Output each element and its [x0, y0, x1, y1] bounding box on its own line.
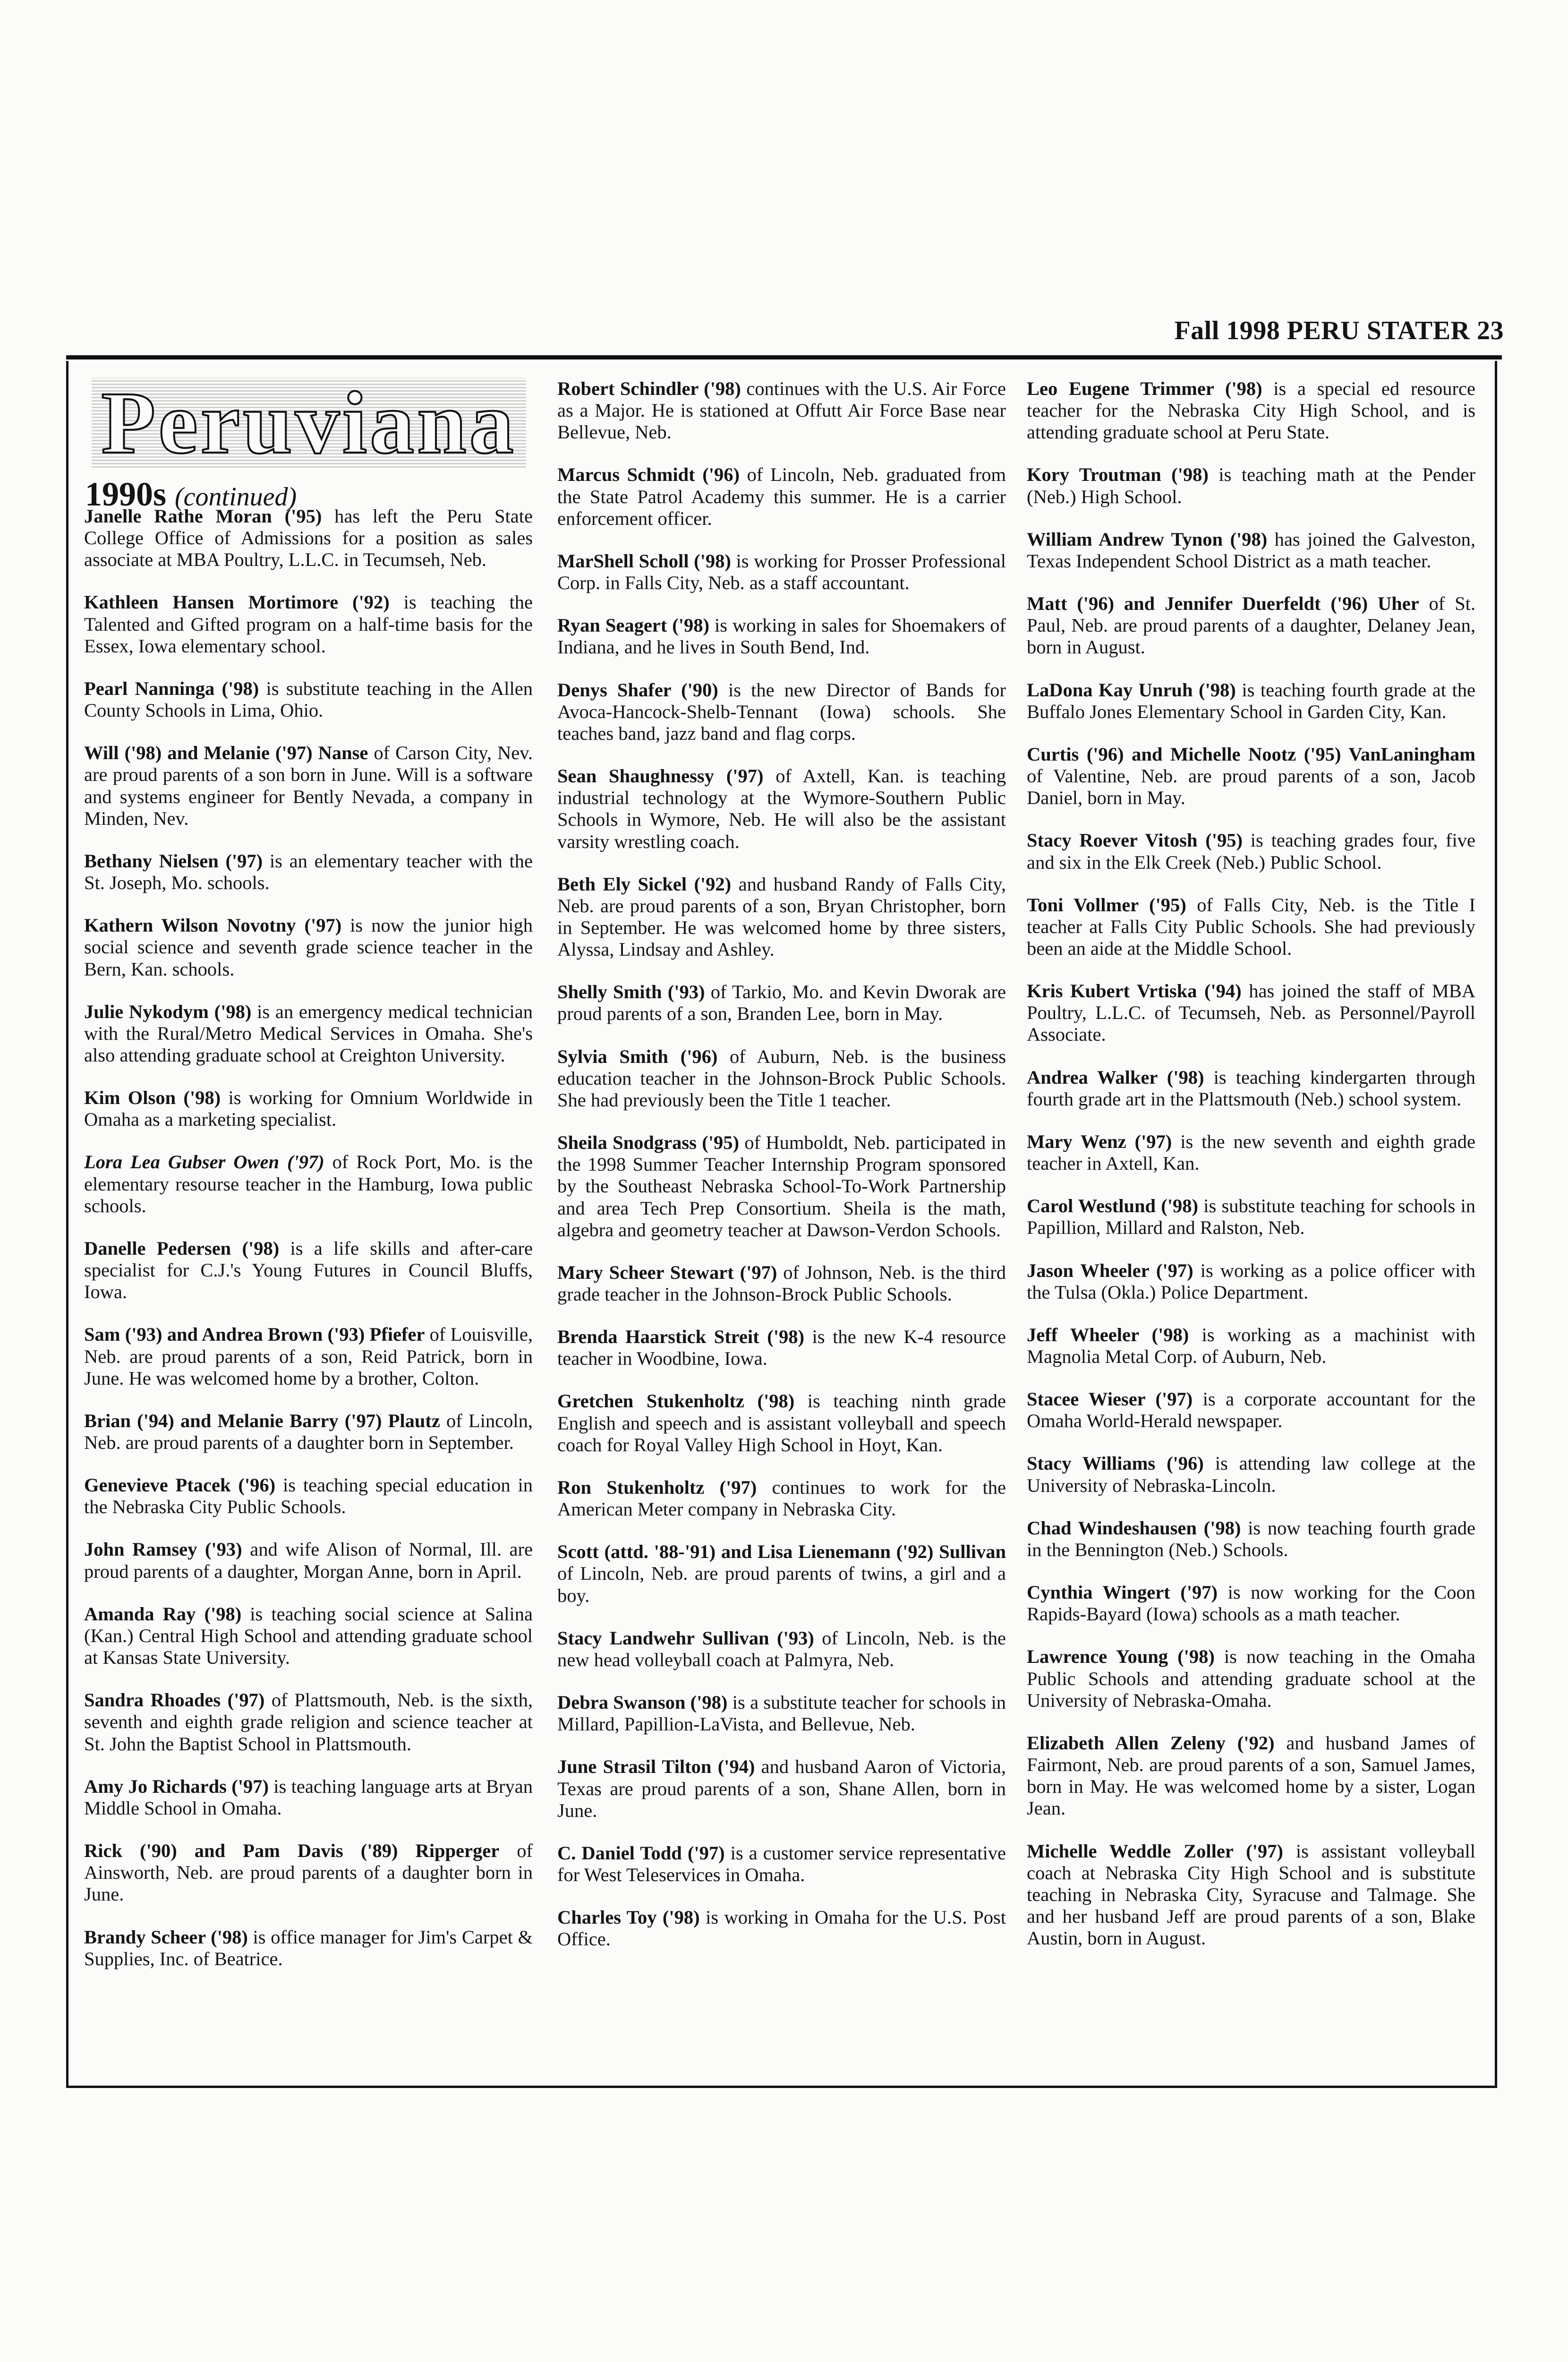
alumni-text: is teaching fourth grade at the Buffalo Jones Elementary School in Garden City, Kan.: [1027, 679, 1475, 722]
alumni-name: Ryan Seagert ('98): [557, 615, 709, 636]
alumni-name: Chad Windeshausen ('98): [1027, 1517, 1241, 1539]
alumni-text: is teaching social science at Salina (Kan.) Central High School and attending graduate school at Kansas State University.: [84, 1603, 533, 1669]
alumni-name: Sheila Snodgrass ('95): [557, 1132, 739, 1154]
alumni-entry: [1027, 980, 1475, 1045]
alumni-entry: [84, 1603, 533, 1669]
alumni-name: Bethany Nielsen ('97): [84, 850, 263, 872]
alumni-text: is a substitute teacher for schools in Millard, Papillion-LaVista, and Bellevue, Neb.: [557, 1692, 1006, 1735]
alumni-entry: [84, 742, 533, 830]
alumni-name: Andrea Walker ('98): [1027, 1066, 1204, 1088]
alumni-text: is office manager for Jim's Carpet & Supplies, Inc. of Beatrice.: [84, 1926, 533, 1969]
alumni-entry: [84, 1087, 533, 1130]
alumni-entry: [557, 1326, 1006, 1369]
alumni-name: Genevieve Ptacek ('96): [84, 1474, 276, 1496]
alumni-name: LaDona Kay Unruh ('98): [1027, 679, 1236, 701]
alumni-text: continues with the U.S. Air Force as a Major. He is stationed at Offutt Air Force Base near Bellevue, Neb.: [557, 378, 1006, 443]
section-decade: 1990s: [85, 475, 167, 513]
alumni-entry: [557, 765, 1006, 853]
alumni-entry: [557, 1756, 1006, 1821]
alumni-entry: [1027, 1260, 1475, 1303]
alumni-entry: [557, 550, 1006, 594]
alumni-text: has joined the staff of MBA Poultry, L.L.C. of Tecumseh, Neb. as Personnel/Payroll Associate.: [1027, 980, 1476, 1045]
alumni-entry: [557, 1390, 1006, 1455]
alumni-name: Stacy Landwehr Sullivan ('93): [557, 1627, 814, 1649]
alumni-name: Brandy Scheer ('98): [84, 1926, 248, 1948]
page-header: Fall 1998 PERU STATER 23: [1174, 316, 1504, 345]
alumni-entry: [557, 679, 1006, 745]
alumni-entry: [557, 378, 1006, 443]
alumni-text: is working for Prosser Professional Corp. in Falls City, Neb. as a staff accountant.: [557, 550, 1006, 594]
alumni-name: Jeff Wheeler ('98): [1027, 1324, 1189, 1345]
alumni-name: Ron Stukenholtz ('97): [557, 1476, 757, 1498]
alumni-text: of Lincoln, Neb. are proud parents of twins, a girl and a boy.: [557, 1563, 1006, 1606]
alumni-text: is teaching math at the Pender (Neb.) High School.: [1027, 464, 1475, 507]
alumni-text: is an emergency medical technician with the Rural/Metro Medical Services in Omaha. She's also attending graduate school at Creighton University.: [84, 1001, 533, 1066]
alumni-text: of Lincoln, Neb. is the new head volleyball coach at Palmyra, Neb.: [557, 1627, 1006, 1670]
alumni-entry: [557, 981, 1006, 1025]
alumni-text: is teaching language arts at Bryan Middle School in Omaha.: [84, 1775, 533, 1819]
alumni-entry: [84, 1840, 533, 1905]
alumni-name: Sylvia Smith ('96): [557, 1045, 718, 1067]
alumni-name: Marcus Schmidt ('96): [557, 464, 740, 486]
alumni-name: Elizabeth Allen Zeleny ('92): [1027, 1732, 1275, 1754]
alumni-name: Stacee Wieser ('97): [1027, 1388, 1193, 1410]
alumni-entry: [1027, 529, 1475, 572]
alumni-entry: [84, 915, 533, 980]
masthead: [92, 373, 526, 472]
alumni-text: is now teaching in the Omaha Public Schools and attending graduate school at the University of Nebraska-Omaha.: [1027, 1646, 1475, 1711]
alumni-name: Will ('98) and Melanie ('97) Nanse: [84, 742, 368, 764]
alumni-entry: [84, 1324, 533, 1389]
alumni-name: Sean Shaughnessy ('97): [557, 765, 764, 787]
alumni-name: Kathern Wilson Novotny ('97): [84, 915, 342, 936]
column-1: [84, 505, 533, 1991]
alumni-entry: [1027, 1840, 1475, 1950]
alumni-name: Stacy Roever Vitosh ('95): [1027, 830, 1243, 851]
alumni-text: is attending law college at the University of Nebraska-Lincoln.: [1027, 1453, 1475, 1496]
alumni-entry: [84, 1776, 533, 1819]
alumni-entry: [557, 1907, 1006, 1950]
alumni-text: is teaching ninth grade English and speech and is assistant volleyball and speech coach for Royal Valley High School in Hoyt, Kan.: [557, 1390, 1006, 1455]
alumni-name: Kim Olson ('98): [84, 1087, 221, 1109]
alumni-text: of Carson City, Nev. are proud parents of a son born in June. Will is a software and systems engineer for Bently Nevada, a company in Minden, Nev.: [84, 742, 533, 829]
alumni-name: Sam ('93) and Andrea Brown ('93) Pfiefer: [84, 1324, 425, 1345]
alumni-text: and husband Aaron of Victoria, Texas are proud parents of a son, Shane Allen, born in June.: [557, 1756, 1006, 1821]
alumni-text: of Lincoln, Neb. are proud parents of a daughter born in September.: [84, 1410, 533, 1453]
alumni-name: John Ramsey ('93): [84, 1539, 242, 1560]
alumni-name: Kathleen Hansen Mortimore ('92): [84, 591, 390, 613]
alumni-name: Brian ('94) and Melanie Barry ('97) Plautz: [84, 1410, 440, 1431]
alumni-name: Curtis ('96) and Michelle Nootz ('95) VanLaningham: [1027, 743, 1475, 765]
section-continued: (continued): [175, 482, 297, 512]
alumni-text: is teaching grades four, five and six in the Elk Creek (Neb.) Public School.: [1027, 830, 1475, 873]
alumni-text: and husband Randy of Falls City, Neb. are proud parents of a son, Bryan Christopher, born in September. He was welcomed home by three sisters, Alyssa, Lindsay and Ashley.: [557, 873, 1006, 960]
alumni-entry: [1027, 1453, 1475, 1496]
alumni-text: has left the Peru State College Office of Admissions for a position as sales associate at MBA Poultry, L.L.C. in Tecumseh, Neb.: [84, 505, 533, 571]
alumni-text: is substitute teaching in the Allen County Schools in Lima, Ohio.: [84, 677, 533, 721]
alumni-name: Mary Scheer Stewart ('97): [557, 1261, 777, 1283]
alumni-text: is working in Omaha for the U.S. Post Office.: [557, 1907, 1006, 1950]
alumni-name: Leo Eugene Trimmer ('98): [1027, 378, 1262, 399]
alumni-entry: [1027, 1195, 1475, 1239]
alumni-name: Amy Jo Richards ('97): [84, 1775, 269, 1797]
alumni-entry: [84, 1474, 533, 1518]
alumni-text: of Valentine, Neb. are proud parents of a son, Jacob Daniel, born in May.: [1027, 765, 1475, 809]
alumni-text: of Louisville, Neb. are proud parents of a son, Reid Patrick, born in June. He was welcomed home by a brother, Colton.: [84, 1324, 533, 1389]
alumni-text: is a special ed resource teacher for the Nebraska City High School, and is attending graduate school at Peru State.: [1027, 378, 1475, 443]
alumni-entry: [557, 1262, 1006, 1305]
alumni-text: is working as a machinist with Magnolia Metal Corp. of Auburn, Neb.: [1027, 1324, 1475, 1367]
alumni-text: is a corporate accountant for the Omaha World-Herald newspaper.: [1027, 1388, 1475, 1432]
alumni-name: Mary Wenz ('97): [1027, 1130, 1172, 1152]
alumni-text: is working for Omnium Worldwide in Omaha as a marketing specialist.: [84, 1087, 533, 1130]
alumni-entry: [84, 1689, 533, 1754]
alumni-name: Amanda Ray ('98): [84, 1603, 242, 1625]
alumni-text: is working as a police officer with the Tulsa (Okla.) Police Department.: [1027, 1259, 1475, 1303]
alumni-entry: [1027, 1388, 1475, 1432]
alumni-name: Charles Toy ('98): [557, 1907, 700, 1928]
alumni-entry: [1027, 744, 1475, 809]
alumni-name: Brenda Haarstick Streit ('98): [557, 1326, 804, 1348]
alumni-entry: [1027, 593, 1475, 658]
alumni-entry: [84, 850, 533, 894]
alumni-entry: [557, 1541, 1006, 1606]
alumni-entry: [1027, 378, 1475, 443]
alumni-text: is the new Director of Bands for Avoca-Hancock-Shelb-Tennant (Iowa) schools. She teaches band, jazz band and flag corps.: [557, 679, 1006, 744]
alumni-text: is a life skills and after-care specialist for C.J.'s Young Futures in Council Bluffs, Iowa.: [84, 1237, 533, 1303]
alumni-text: of Plattsmouth, Neb. is the sixth, seventh and eighth grade religion and science teacher at St. John the Baptist School in Plattsmouth.: [84, 1689, 533, 1754]
alumni-entry: [1027, 1732, 1475, 1820]
alumni-name: William Andrew Tynon ('98): [1027, 528, 1268, 550]
alumni-text: and wife Alison of Normal, Ill. are proud parents of a daughter, Morgan Anne, born in April.: [84, 1539, 533, 1582]
alumni-name: MarShell Scholl ('98): [557, 550, 731, 572]
alumni-entry: [84, 1539, 533, 1582]
alumni-text: is teaching the Talented and Gifted program on a half-time basis for the Essex, Iowa elementary school.: [84, 591, 533, 657]
alumni-name: Janelle Rathe Moran ('95): [84, 505, 322, 527]
alumni-text: is working in sales for Shoemakers of Indiana, and he lives in South Bend, Ind.: [557, 615, 1006, 658]
alumni-text: is now teaching fourth grade in the Bennington (Neb.) Schools.: [1027, 1517, 1476, 1560]
alumni-entry: [84, 1001, 533, 1066]
alumni-text: continues to work for the American Meter company in Nebraska City.: [557, 1476, 1006, 1520]
alumni-entry: [84, 1238, 533, 1303]
alumni-name: Toni Vollmer ('95): [1027, 894, 1186, 916]
alumni-text: is the new K-4 resource teacher in Woodbine, Iowa.: [557, 1326, 1006, 1369]
alumni-text: of Auburn, Neb. is the business education teacher in the Johnson-Brock Public Schools. She had previously been the Title 1 teacher.: [557, 1045, 1006, 1111]
alumni-text: is the new seventh and eighth grade teacher in Axtell, Kan.: [1027, 1130, 1476, 1174]
alumni-name: Kory Troutman ('98): [1027, 464, 1209, 486]
alumni-text: is now the junior high social science and seventh grade science teacher in the Bern, Kan. schools.: [84, 915, 533, 980]
alumni-text: is substitute teaching for schools in Papillion, Millard and Ralston, Neb.: [1027, 1195, 1475, 1239]
alumni-name: Scott (attd. '88-'91) and Lisa Lienemann ('92) Sullivan: [557, 1541, 1006, 1563]
alumni-name: Shelly Smith ('93): [557, 981, 705, 1003]
alumni-name: Beth Ely Sickel ('92): [557, 873, 732, 895]
alumni-entry: [1027, 1582, 1475, 1625]
header-rule: [66, 355, 1502, 359]
alumni-entry: [557, 464, 1006, 529]
alumni-text: of Ainsworth, Neb. are proud parents of a daughter born in June.: [84, 1840, 533, 1905]
alumni-name: Gretchen Stukenholtz ('98): [557, 1390, 795, 1412]
alumni-entry: [1027, 1324, 1475, 1368]
alumni-name: Rick ('90) and Pam Davis ('89) Ripperger: [84, 1840, 500, 1862]
alumni-entry: [84, 1410, 533, 1454]
alumni-name: Debra Swanson ('98): [557, 1692, 728, 1713]
alumni-text: is now working for the Coon Rapids-Bayard (Iowa) schools as a math teacher.: [1027, 1582, 1476, 1625]
alumni-entry: [84, 678, 533, 721]
alumni-name: Jason Wheeler ('97): [1027, 1259, 1193, 1281]
alumni-name: [84, 1151, 324, 1172]
alumni-entry: [1027, 894, 1475, 959]
alumni-name: Danelle Pedersen ('98): [84, 1237, 280, 1259]
alumni-name: Robert Schindler ('98): [557, 378, 741, 399]
alumni-name: Cynthia Wingert ('97): [1027, 1582, 1218, 1603]
alumni-entry: [557, 1627, 1006, 1671]
alumni-text: of Axtell, Kan. is teaching industrial technology at the Wymore-Southern Public Schools in Wymore, Neb. He will also be the assistant varsity wrestling coach.: [557, 765, 1006, 852]
alumni-name: Lawrence Young ('98): [1027, 1646, 1215, 1668]
alumni-entry: [1027, 679, 1475, 723]
alumni-name: Matt ('96) and Jennifer Duerfeldt ('96) Uher: [1027, 593, 1419, 615]
alumni-entry: [84, 1926, 533, 1970]
alumni-text: is assistant volleyball coach at Nebraska City High School and is substitute teaching in Nebraska City, Syracuse and Talmage. She and her husband Jeff are proud parents of a son, Blake Austin, born in August.: [1027, 1840, 1475, 1949]
alumni-name-italic: Lora Lea Gubser Owen ('97): [84, 1151, 324, 1173]
alumni-entry: [557, 1477, 1006, 1520]
alumni-entry: [1027, 1131, 1475, 1174]
alumni-text: of Tarkio, Mo. and Kevin Dworak are proud parents of a son, Branden Lee, born in May.: [557, 981, 1006, 1025]
masthead-title: Peruviana: [101, 373, 517, 472]
alumni-name: Sandra Rhoades ('97): [84, 1689, 265, 1711]
alumni-text: has joined the Galveston, Texas Independent School District as a math teacher.: [1027, 528, 1475, 572]
alumni-entry: [1027, 830, 1475, 873]
column-2: [557, 378, 1006, 1971]
alumni-entry: [84, 505, 533, 571]
alumni-entry: [557, 873, 1006, 961]
alumni-entry: [1027, 1517, 1475, 1561]
alumni-name: C. Daniel Todd ('97): [557, 1842, 725, 1864]
alumni-name: Julie Nykodym ('98): [84, 1001, 252, 1022]
alumni-text: of Johnson, Neb. is the third grade teacher in the Johnson-Brock Public Schools.: [557, 1261, 1006, 1305]
alumni-text: of Falls City, Neb. is the Title I teacher at Falls City Public Schools. She had previously been an aide at the Middle School.: [1027, 894, 1475, 959]
alumni-entry: [557, 1692, 1006, 1735]
alumni-name: June Strasil Tilton ('94): [557, 1756, 755, 1778]
alumni-name: Denys Shafer ('90): [557, 679, 718, 701]
alumni-text: is a customer service representative for West Teleservices in Omaha.: [557, 1842, 1006, 1885]
alumni-text: of St. Paul, Neb. are proud parents of a daughter, Delaney Jean, born in August.: [1027, 593, 1475, 658]
alumni-entry: [557, 615, 1006, 658]
alumni-entry: [1027, 1646, 1475, 1711]
alumni-entry: [1027, 464, 1475, 507]
alumni-name: Stacy Williams ('96): [1027, 1453, 1204, 1474]
alumni-entry: [84, 1151, 533, 1216]
alumni-name: Pearl Nanninga ('98): [84, 677, 259, 699]
alumni-name: Kris Kubert Vrtiska ('94): [1027, 980, 1242, 1002]
alumni-entry: [557, 1132, 1006, 1241]
column-3: [1027, 378, 1475, 1970]
alumni-text: and husband James of Fairmont, Neb. are proud parents of a son, Samuel James, born in May. He was welcomed home by a sister, Logan Jean.: [1027, 1732, 1475, 1819]
alumni-entry: [1027, 1067, 1475, 1110]
alumni-entry: [84, 591, 533, 657]
alumni-text: is an elementary teacher with the St. Joseph, Mo. schools.: [84, 850, 533, 894]
alumni-entry: [557, 1842, 1006, 1886]
alumni-text: of Humboldt, Neb. participated in the 1998 Summer Teacher Internship Program sponsored by the Southeast Nebraska School-To-Work Partnership and area Tech Prep Consortium. Sheila is the math, algebra and geometry teacher at Dawson-Verdon Schools.: [557, 1132, 1006, 1241]
alumni-entry: [557, 1046, 1006, 1111]
alumni-text: of Lincoln, Neb. graduated from the State Patrol Academy this summer. He is a carrier enforcement officer.: [557, 464, 1006, 529]
alumni-text: is teaching kindergarten through fourth grade art in the Plattsmouth (Neb.) school system.: [1027, 1066, 1475, 1110]
alumni-name: Carol Westlund ('98): [1027, 1195, 1198, 1217]
alumni-text: of Rock Port, Mo. is the elementary resourse teacher in the Hamburg, Iowa public schools.: [84, 1151, 533, 1216]
alumni-text: is teaching special education in the Nebraska City Public Schools.: [84, 1474, 533, 1518]
alumni-name: Michelle Weddle Zoller ('97): [1027, 1840, 1283, 1862]
